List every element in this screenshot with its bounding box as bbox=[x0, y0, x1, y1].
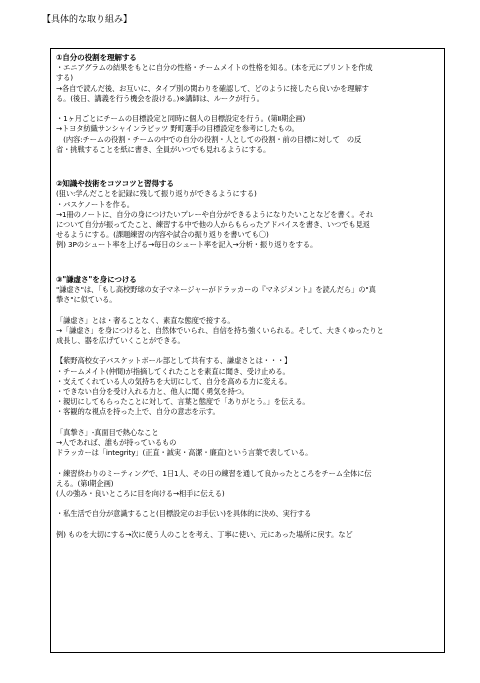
text-line: える。(第Ⅰ期企画) bbox=[56, 478, 114, 488]
text-line: ・チームメイト(仲間)が指摘してくれたことを素直に聞き、受け止める。 bbox=[56, 366, 290, 376]
blank-line bbox=[56, 104, 439, 114]
text-line: ・エニアグラムの結果をもとに自分の性格・チームメイトの性格を知る。(本を元にプリントを作成 bbox=[56, 63, 373, 73]
blank-line bbox=[56, 458, 439, 468]
text-line: ・私生活で自分が意識すること(目標設定のお手伝い)を具体的に決め、実行する bbox=[56, 509, 312, 519]
text-line: 成長し、器を広げていくことができる。 bbox=[56, 336, 185, 346]
text-line: (人の強み・良いところに目を向ける→相手に伝える) bbox=[56, 489, 225, 499]
text-line: ドラッカーは「integrity」(正直・誠実・高潔・廉直)という言葉で表している。 bbox=[56, 448, 313, 458]
section-humility bbox=[56, 275, 439, 540]
blank-line bbox=[56, 520, 439, 530]
section-role bbox=[56, 53, 439, 155]
section-gap bbox=[56, 265, 439, 275]
text-line: →各自で読んだ後、お互いに、タイプ別の関わりを確認して、どのように接したら良いかを理解す bbox=[56, 83, 369, 93]
text-line: "謙虚さ"は、「もし高校野球の女子マネージャーがドラッカーの『マネジメント』を読んだら」の"真 bbox=[56, 285, 376, 295]
text-line: 例) ものを大切にする→次に使う人のことを考え、丁寧に使い、元にあった場所に戻す。など bbox=[56, 529, 353, 539]
text-line: ・バスケノートを作る。 bbox=[56, 199, 134, 209]
text-line: →「謙虚さ」を身につけると、自然体でいられ、自信を持ち強くいられる。そして、大きくゆったりと bbox=[56, 325, 384, 335]
blank-line bbox=[56, 499, 439, 509]
section-title: ③"謙虚さ"を身につける bbox=[56, 274, 137, 284]
text-line: 「真摯さ」-真面目で熱心なこと bbox=[56, 427, 159, 437]
text-line: る。(後日、講義を行う機会を設ける。)※講師は、ルークが行う。 bbox=[56, 93, 264, 103]
text-line: (狙い:学んだことを記録に残して振り返りができるようにする) bbox=[56, 189, 257, 199]
section-title: ②知識や技術をコツコツと習得する bbox=[56, 179, 174, 189]
text-line: ・支えてくれている人の気持ちを大切にして、自分を高める力に変える。 bbox=[56, 376, 292, 386]
section-gap bbox=[56, 251, 439, 265]
text-line: ・できない自分を受け入れる力と、他人に聞く勇気を持つ。 bbox=[56, 387, 249, 397]
text-line: →1冊のノートに、自分の身につけたいプレーや自分ができるようになりたいことなどを書く。それ bbox=[56, 209, 373, 219]
text-line: について自分が振ってたこと、練習する中で他の人からもらったアドバイスを書き、いつでも見返 bbox=[56, 220, 370, 230]
section-title: ①自分の役割を理解する bbox=[56, 53, 137, 62]
text-line: 「謙虚さ」とは・奢ることなく、素直な態度で接する。 bbox=[56, 315, 235, 325]
text-line: →人であれば、誰もが持っているもの bbox=[56, 438, 177, 448]
text-line: 【紫野高校女子バスケットボール部として共有する、謙虚さとは・・・】 bbox=[56, 356, 292, 366]
text-line: 省・挑戦することを紙に書き、全員がいつでも見れるようにする。 bbox=[56, 144, 271, 154]
document-heading: 【具体的な取り組み】 bbox=[42, 15, 133, 25]
text-line: せるようにする。(課題練習の内容や試合の振り返りを書いても〇) bbox=[56, 230, 269, 240]
content-box bbox=[50, 48, 445, 653]
text-line: (内容:チームの役割・チームの中での自分の役割・人としての役割・前の目標に対して の反 bbox=[56, 134, 362, 144]
blank-line bbox=[56, 418, 439, 428]
section-knowledge bbox=[56, 179, 439, 250]
text-line: →トヨタ紡織サンシャインラビッツ 野町選手の目標設定を参考にしたもの。 bbox=[56, 124, 299, 134]
blank-line bbox=[56, 305, 439, 315]
text-line: ・親切にしてもらったことに対して、言葉と態度で「ありがとう。」を伝える。 bbox=[56, 397, 310, 407]
section-gap bbox=[56, 169, 439, 179]
text-line: する) bbox=[56, 73, 73, 83]
text-line: ・練習終わりのミーティングで、1日1人、その日の練習を通して良かったところをチーム全体に伝 bbox=[56, 468, 372, 478]
section-gap bbox=[56, 155, 439, 169]
text-line: ・1ヶ月ごとにチームの目標設定と同時に個人の目標設定を行う。(第Ⅱ期企画) bbox=[56, 114, 306, 124]
text-line: 摯さ"に似ている。 bbox=[56, 295, 117, 305]
text-line: 例) 3Pのシュート率を上げる→毎日のシュート率を記入→分析・振り返りをする。 bbox=[56, 240, 318, 250]
blank-line bbox=[56, 346, 439, 356]
text-line: ・客観的な視点を持った上で、自分の意志を示す。 bbox=[56, 407, 220, 417]
